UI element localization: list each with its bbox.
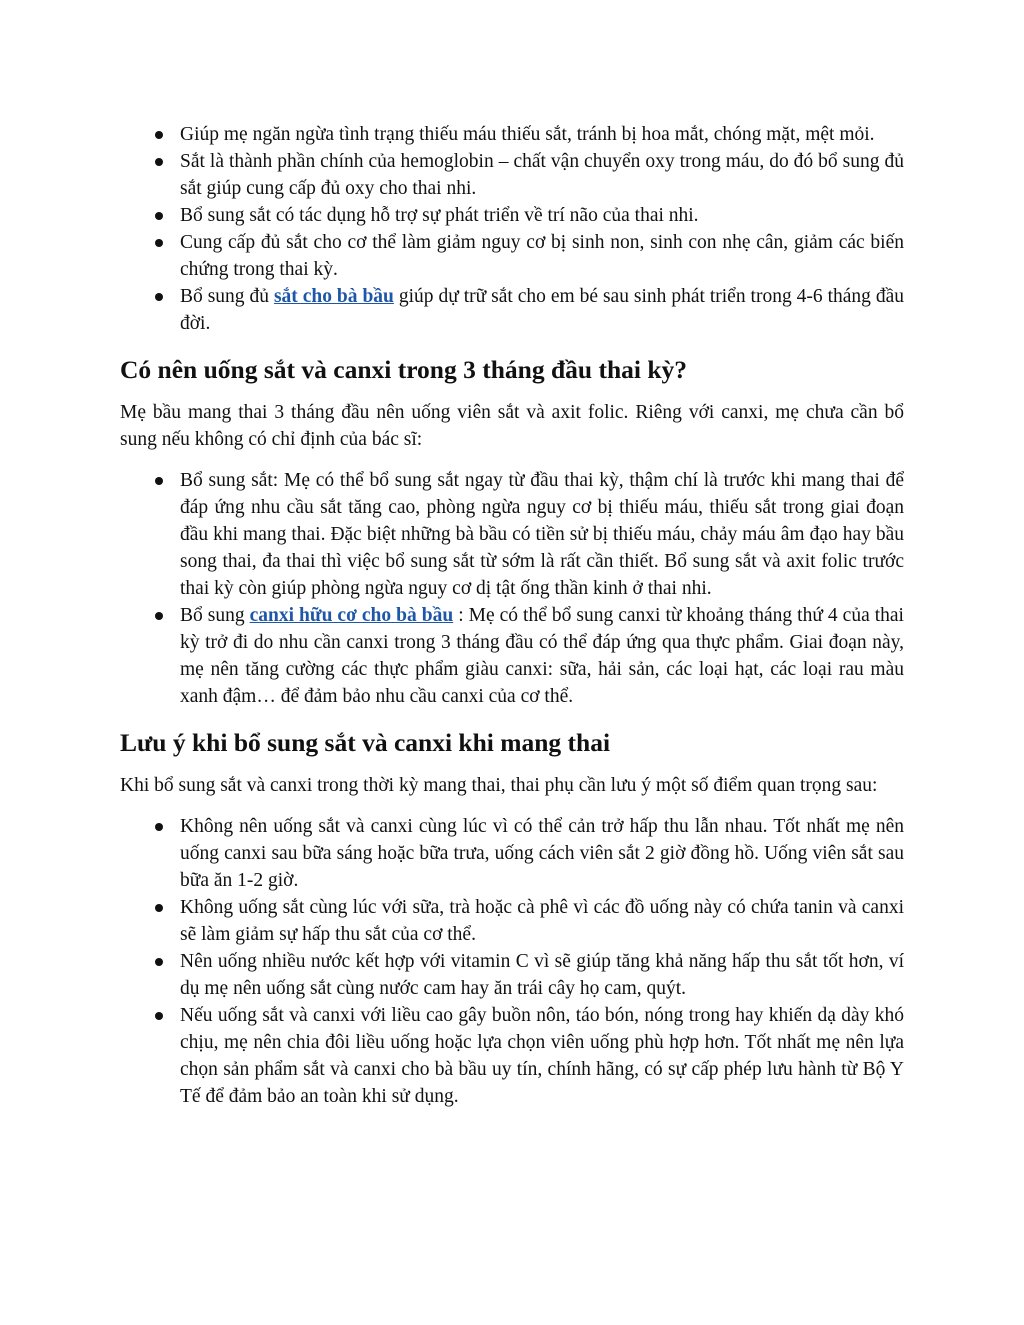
list-item: Nếu uống sắt và canxi với liều cao gây buồn nôn, táo bón, nóng trong hay khiến dạ dày khó chịu, mẹ nên chia đôi liều uống hoặc lựa chọn viên uống phù hợp hơn. Tốt nhất mẹ nên lựa chọn sản phẩm sắt và canxi cho bà bầu uy tín, chính hãng, có sự cấp phép lưu hành từ Bộ Y Tế để đảm bảo an toàn khi sử dụng. [120,1002,904,1110]
first-trimester-list [120,467,904,710]
iron-for-pregnant-link[interactable]: sắt cho bà bầu [273,286,394,307]
list-item: Không uống sắt cùng lúc với sữa, trà hoặc cà phê vì các đồ uống này có chứa tanin và canxi sẽ làm giảm sự hấp thu sắt của cơ thể. [120,894,904,948]
list-item: Sắt là thành phần chính của hemoglobin – chất vận chuyển oxy trong máu, do đó bổ sung đủ sắt giúp cung cấp đủ oxy cho thai nhi. [120,148,904,202]
list-item: Bổ sung canxi hữu cơ cho bà bầu : Mẹ có thể bổ sung canxi từ khoảng tháng thứ 4 của thai kỳ trở đi do nhu cần canxi trong 3 tháng đầu có thể đáp ứng qua thực phẩm. Giai đoạn này, mẹ nên tăng cường các thực phẩm giàu canxi: sữa, hải sản, các loại hạt, các loại rau màu xanh đậm… để đảm bảo nhu cầu canxi của cơ thể. [120,602,904,710]
organic-calcium-link[interactable]: canxi hữu cơ cho bà bầu [249,605,454,626]
section-intro: Mẹ bầu mang thai 3 tháng đầu nên uống viên sắt và axit folic. Riêng với canxi, mẹ chưa cần bổ sung nếu không có chỉ định của bác sĩ: [120,402,904,450]
document-content [120,121,904,1110]
section-heading: Lưu ý khi bổ sung sắt và canxi khi mang thai [120,728,611,757]
list-item: Bổ sung sắt có tác dụng hỗ trợ sự phát triển về trí não của thai nhi. [120,202,904,229]
list-item: Nên uống nhiều nước kết hợp với vitamin C vì sẽ giúp tăng khả năng hấp thu sắt tốt hơn, ví dụ mẹ nên uống sắt cùng nước cam hay ăn trái cây họ cam, quýt. [120,948,904,1002]
notes-list [120,813,904,1110]
list-item: Không nên uống sắt và canxi cùng lúc vì có thể cản trở hấp thu lẫn nhau. Tốt nhất mẹ nên uống canxi sau bữa sáng hoặc bữa trưa, uống cách viên sắt 2 giờ đồng hồ. Uống viên sắt sau bữa ăn 1-2 giờ. [120,813,904,894]
section-intro: Khi bổ sung sắt và canxi trong thời kỳ mang thai, thai phụ cần lưu ý một số điểm quan trọng sau: [120,775,878,796]
list-item: Cung cấp đủ sắt cho cơ thể làm giảm nguy cơ bị sinh non, sinh con nhẹ cân, giảm các biến chứng trong thai kỳ. [120,229,904,283]
list-item: Bổ sung đủ sắt cho bà bầu giúp dự trữ sắt cho em bé sau sinh phát triển trong 4-6 tháng đầu đời. [120,283,904,337]
section-heading: Có nên uống sắt và canxi trong 3 tháng đầu thai kỳ? [120,355,688,384]
list-item: Bổ sung sắt: Mẹ có thể bổ sung sắt ngay từ đầu thai kỳ, thậm chí là trước khi mang thai để đáp ứng nhu cầu sắt tăng cao, phòng ngừa nguy cơ bị thiếu máu, thiếu sắt trong giai đoạn đầu khi mang thai. Đặc biệt những bà bầu có tiền sử bị thiếu máu, chảy máu âm đạo hay bầu song thai, đa thai thì việc bổ sung sắt từ sớm là rất cần thiết. Bổ sung sắt và axit folic trước thai kỳ còn giúp phòng ngừa nguy cơ dị tật ống thần kinh ở thai nhi. [120,467,904,602]
benefits-list [120,121,904,337]
list-item: Giúp mẹ ngăn ngừa tình trạng thiếu máu thiếu sắt, tránh bị hoa mắt, chóng mặt, mệt mỏi. [120,121,904,148]
